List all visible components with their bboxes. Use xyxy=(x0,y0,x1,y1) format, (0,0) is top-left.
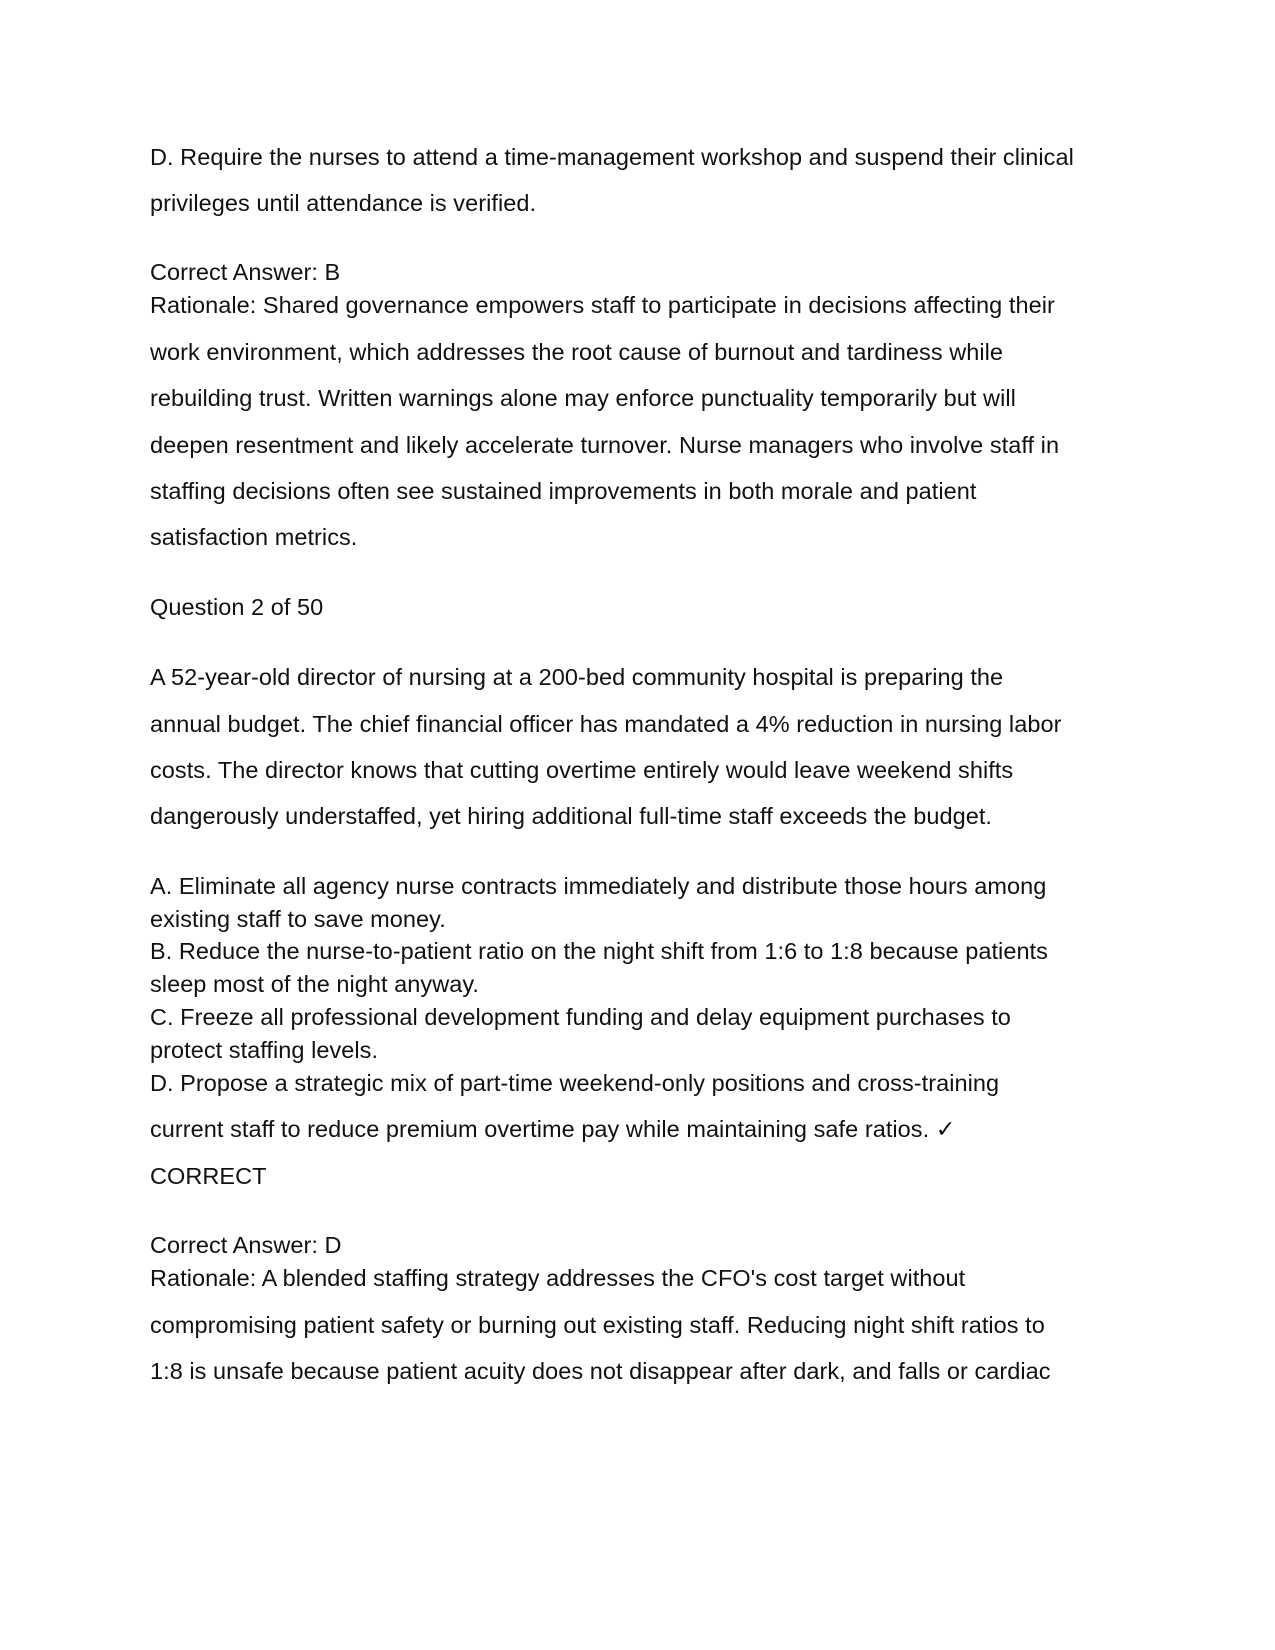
rationale-1-line-1: Rationale: Shared governance empowers staff to participate in decisions affecting their xyxy=(150,292,1055,318)
rationale-1-line-3: rebuilding trust. Written warnings alone may enforce punctuality temporarily but will xyxy=(150,385,1016,411)
option-b-line-2: sleep most of the night anyway. xyxy=(150,971,479,997)
option-a-line-1: A. Eliminate all agency nurse contracts immediately and distribute those hours among xyxy=(150,873,1047,899)
rationale-2-line-2: compromising patient safety or burning out existing staff. Reducing night shift ratios to xyxy=(150,1312,1045,1338)
question-2-stem-line-3: costs. The director knows that cutting overtime entirely would leave weekend shifts xyxy=(150,757,1014,783)
rationale-1-line-6: satisfaction metrics. xyxy=(150,524,358,550)
rationale-2-line-1: Rationale: A blended staffing strategy addresses the CFO's cost target without xyxy=(150,1265,966,1291)
option-d-correct-label: CORRECT xyxy=(150,1163,267,1189)
option-a-line-2: existing staff to save money. xyxy=(150,906,446,932)
question-2-header: Question 2 of 50 xyxy=(150,594,324,620)
document-page xyxy=(150,0,1140,1650)
option-c-line-1: C. Freeze all professional development funding and delay equipment purchases to xyxy=(150,1004,1011,1030)
rationale-1-line-4: deepen resentment and likely accelerate turnover. Nurse managers who involve staff in xyxy=(150,432,1060,458)
option-b-line-1: B. Reduce the nurse-to-patient ratio on the night shift from 1:6 to 1:8 because patients xyxy=(150,938,1048,964)
option-c-line-2: protect staffing levels. xyxy=(150,1037,379,1063)
question-2-stem-line-2: annual budget. The chief financial officer has mandated a 4% reduction in nursing labor xyxy=(150,711,1062,737)
correct-answer-2: Correct Answer: D xyxy=(150,1232,342,1258)
option-d-line-1: D. Propose a strategic mix of part-time weekend-only positions and cross-training xyxy=(150,1070,1000,1096)
rationale-2-line-3: 1:8 is unsafe because patient acuity does not disappear after dark, and falls or cardiac xyxy=(150,1358,1051,1384)
rationale-1-line-2: work environment, which addresses the root cause of burnout and tardiness while xyxy=(150,339,1004,365)
question-2-stem-line-4: dangerously understaffed, yet hiring additional full-time staff exceeds the budget. xyxy=(150,803,992,829)
prev-option-d-line-1: D. Require the nurses to attend a time-management workshop and suspend their clinical xyxy=(150,144,1074,170)
rationale-1-line-5: staffing decisions often see sustained improvements in both morale and patient xyxy=(150,478,977,504)
correct-answer-1: Correct Answer: B xyxy=(150,259,341,285)
option-d-line-2: current staff to reduce premium overtime pay while maintaining safe ratios. ✓ xyxy=(150,1116,956,1142)
prev-option-d-line-2: privileges until attendance is verified. xyxy=(150,190,537,216)
question-2-stem-line-1: A 52-year-old director of nursing at a 200-bed community hospital is preparing the xyxy=(150,664,1004,690)
